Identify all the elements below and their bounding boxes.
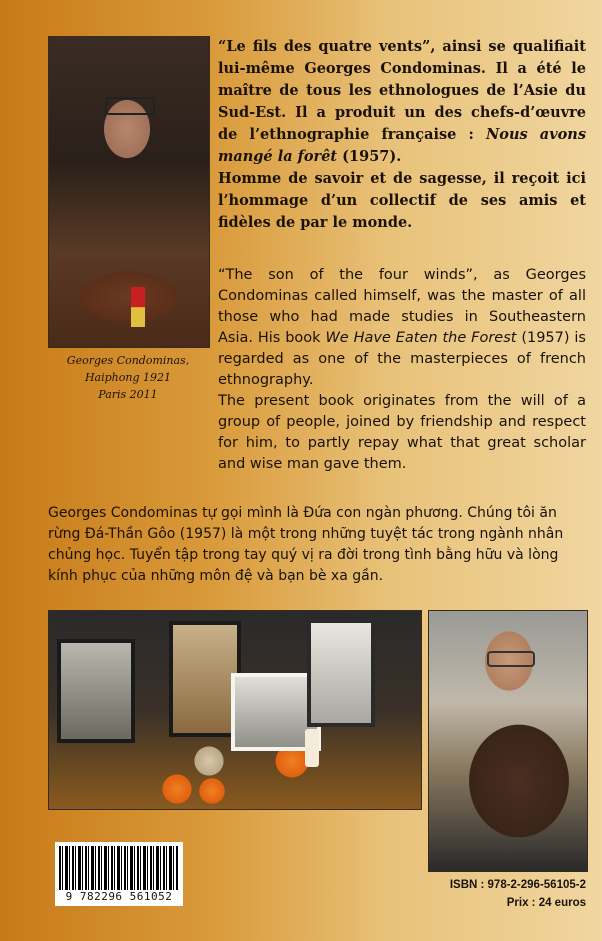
caption-birth: Haiphong 1921 — [84, 371, 172, 384]
outdoor-portrait-photo — [428, 610, 588, 872]
french-blurb — [218, 36, 586, 234]
barcode-number: 9 782296 561052 — [65, 890, 173, 903]
framed-photo — [57, 639, 135, 743]
isbn: ISBN : 978-2-296-56105-2 — [449, 879, 586, 891]
caption-death: Paris 2011 — [98, 388, 158, 401]
french-paragraph-2: Homme de savoir et de sagesse, il reçoit ici l’hommage d’un collectif de ses amis et fidèles de par le monde. — [218, 170, 586, 231]
price: Prix : 24 euros — [506, 897, 586, 909]
price-block — [450, 876, 586, 912]
english-blurb — [218, 265, 586, 475]
english-paragraph-2: The present book originates from the will of a group of people, joined by friendship and respect for him, to partly repay what that great scholar and wise man gave them. — [218, 393, 586, 472]
altar-photo — [48, 610, 422, 810]
caption-name: Georges Condominas, — [66, 354, 190, 367]
barcode — [55, 842, 183, 906]
portrait-photo — [48, 36, 210, 348]
vietnamese-blurb: Georges Condominas tự gọi mình là Đứa con ngàn phương. Chúng tôi ăn rừng Đá-Thần Gôo (1957) là một trong những tuyệt tác trong ngành nhân chủng học. Tuyển tập trong tay quý vị ra đời trong tình bằng hữu và lòng kính phục của những môn đệ và bạn bè xa gần. — [48, 505, 564, 584]
framed-photo — [307, 619, 375, 727]
english-paragraph-1: “The son of the four winds”, as Georges Condominas called himself, was the master of all those who had made studies in Southeastern Asia. His book We Have Eaten the Forest (1957) is regarded as one of the masterpieces of french ethnography. — [218, 267, 586, 388]
english-book-title: We Have Eaten the Forest — [325, 330, 517, 346]
french-book-title: Nous avons mangé la forêt — [218, 126, 586, 165]
medal — [131, 287, 145, 327]
french-paragraph-1: “Le fils des quatre vents”, ainsi se qualifiait lui-même Georges Condominas. Il a été le maître de tous les ethnologues de l’Asie du Sud-Est. Il a produit un des chefs-d’œuvre de l’ethnographie française : Nous avons mangé la forêt (1957). — [218, 38, 586, 165]
portrait-caption — [48, 352, 208, 403]
candle — [305, 729, 319, 767]
barcode-bars — [59, 846, 179, 890]
